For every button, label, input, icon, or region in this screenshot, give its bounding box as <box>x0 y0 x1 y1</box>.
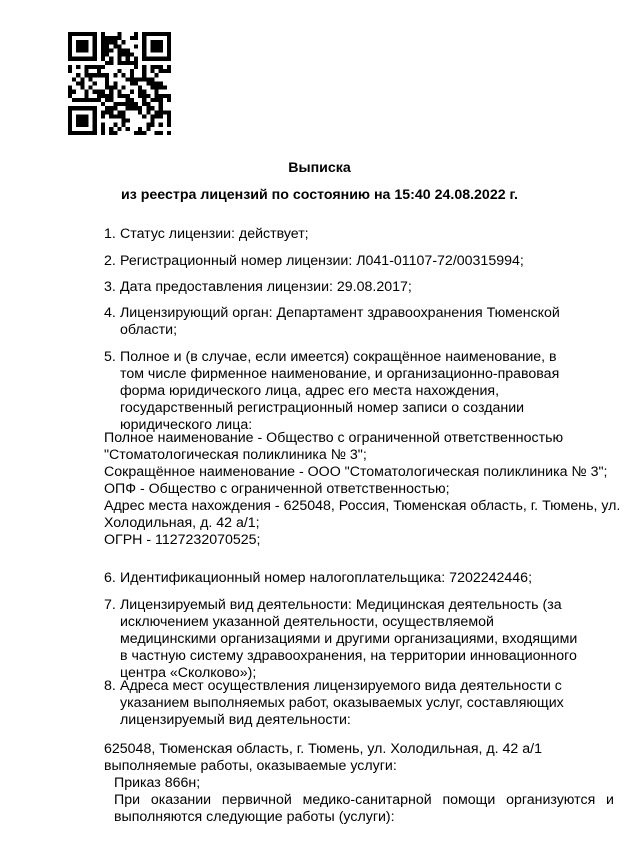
item-number: 8. <box>104 678 116 694</box>
item-number: 5. <box>104 349 116 365</box>
item-number: 2. <box>104 253 116 269</box>
item-text: Дата предоставления лицензии: 29.08.2017; <box>120 279 412 295</box>
works-label: выполняемые работы, оказываемые услуги: <box>104 758 397 774</box>
location-address: 625048, Тюменская область, г. Тюмень, ул. Холодильная, д. 42 а/1 <box>104 741 542 757</box>
document-title: Выписка <box>288 160 351 176</box>
org-ogrn: ОГРН - 1127232070525; <box>104 532 261 548</box>
item-number: 7. <box>104 597 116 613</box>
org-short-name: Сокращённое наименование - ООО "Стоматологическая поликлиника № 3"; <box>104 464 608 480</box>
list-item-reg-number <box>104 253 584 270</box>
list-item-status <box>104 226 584 243</box>
item-text: Полное и (в случае, если имеется) сокращённое наименование, в том числе фирменное наименование, и организационно-правовая форма юридического лица, адрес его места нахождения, государственный регистрационный номер записи о создании юридического лица: <box>120 349 560 433</box>
item-text: Лицензируемый вид деятельности: Медицинская деятельность (за исключением указанной деятельности, осуществляемой медицинскими организациями и другими организациями, входящими в частную систему здравоохранения, на территории инновационного центра «Сколково»); <box>120 597 578 681</box>
location-details <box>104 741 624 826</box>
qr-code <box>68 32 171 135</box>
document-subtitle: из реестра лицензий по состоянию на 15:40 24.08.2022 г. <box>121 187 518 203</box>
list-item-authority <box>104 305 584 339</box>
list-item-names <box>104 349 584 434</box>
org-full-name: Полное наименование - Общество с ограниченной ответственностью "Стоматологическая поликлиника № 3"; <box>104 430 564 463</box>
item-number: 1. <box>104 226 116 242</box>
list-item-date <box>104 279 584 296</box>
primary-care-text: При оказании первичной медико-санитарной помощи организуются и выполняются следующие работы (услуги): <box>114 792 614 825</box>
item-text: Адреса мест осуществления лицензируемого вида деятельности с указанием выполняемых работ, оказываемых услуг, составляющих лицензируемый вид деятельности: <box>120 678 564 728</box>
item-text: Статус лицензии: действует; <box>120 226 309 242</box>
list-item-inn <box>104 570 584 587</box>
list-item-locations <box>104 678 584 729</box>
item-text: Регистрационный номер лицензии: Л041-01107-72/00315994; <box>120 253 524 269</box>
org-opf: ОПФ - Общество с ограниченной ответственностью; <box>104 481 450 497</box>
org-address: Адрес места нахождения - 625048, Россия, Тюменская область, г. Тюмень, ул. Холодильная, д. 42 а/1; <box>104 498 621 531</box>
order-reference: Приказ 866н; <box>114 775 201 791</box>
item-number: 3. <box>104 279 116 295</box>
item-number: 6. <box>104 570 116 586</box>
item-text: Лицензирующий орган: Департамент здравоохранения Тюменской области; <box>120 305 560 338</box>
item-text: Идентификационный номер налогоплательщика: 7202242446; <box>120 570 533 586</box>
item-number: 4. <box>104 305 116 321</box>
org-details <box>104 430 624 549</box>
list-item-activity <box>104 597 584 682</box>
